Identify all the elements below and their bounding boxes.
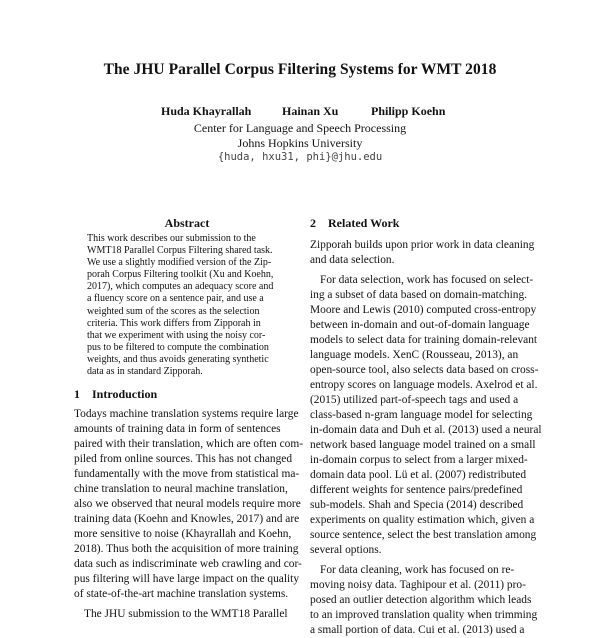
- text-line: data as in standard Zipporah.: [87, 366, 203, 378]
- text-line: amounts of training data in form of sentences: [74, 423, 281, 435]
- section-title: Related Work: [328, 216, 400, 230]
- text-line: 2017), which computes an adequacy score and: [87, 281, 274, 293]
- text-line: class-based n-gram language model for selecting: [310, 409, 533, 421]
- section-heading-related-work: [310, 216, 399, 231]
- text-line: language models. XenC (Rousseau, 2013), an: [310, 349, 519, 361]
- text-line: more sensitive to noise (Khayrallah and Koehn,: [74, 528, 292, 540]
- text-line: ing a subset of data based on domain-matching.: [310, 289, 528, 301]
- text-line: chine translation to neural machine translation,: [74, 483, 288, 495]
- text-line: network based language model trained on a small: [310, 439, 536, 451]
- author-name: Hainan Xu: [282, 104, 339, 118]
- text-line: pus filtering will have large impact on the quality: [74, 573, 300, 585]
- text-line: models to select data for training domain-relevant: [310, 334, 538, 346]
- author-email: {huda, hxu31, phi}@jhu.edu: [217, 151, 383, 163]
- text-line: Zipporah builds upon prior work in data cleaning: [310, 239, 535, 251]
- text-line: experiments on quality estimation which, given a: [310, 514, 535, 526]
- text-line: 2018). Thus both the acquisition of more training: [74, 543, 299, 555]
- text-line: Todays machine translation systems require large: [74, 408, 299, 420]
- section-title: Introduction: [92, 387, 158, 401]
- text-line: sub-models. Shah and Specia (2014) described: [310, 499, 524, 511]
- section-number: 1: [74, 387, 80, 401]
- text-line: piled from online sources. This has not changed: [74, 453, 293, 465]
- text-line: We use a slightly modified version of the Zip-: [87, 257, 272, 269]
- author-name: Philipp Koehn: [371, 104, 446, 118]
- text-line: (2015) utilized part-of-speech tags and used a: [310, 394, 519, 406]
- text-line: open-source tool, also selects data based on cross-: [310, 364, 539, 376]
- text-line: also we observed that neural models require more: [74, 498, 301, 510]
- text-line: and data selection.: [310, 254, 395, 266]
- paper-title: The JHU Parallel Corpus Filtering Systems for WMT 2018: [103, 61, 497, 78]
- text-line: This work describes our submission to the: [87, 233, 256, 244]
- section-number: 2: [310, 216, 316, 230]
- text-line: source sentence, select the best translation among: [310, 529, 537, 541]
- text-line: paired with their translation, which are often com-: [74, 438, 303, 450]
- text-line: weights, and thus avoids generating synthetic: [87, 353, 269, 365]
- text-line: data such as indiscriminate web crawling and cor-: [74, 558, 302, 570]
- text-line: weighted sum of the scores as the selection: [87, 305, 260, 317]
- text-line: between in-domain and out-of-domain language: [310, 319, 530, 331]
- text-line: that we experiment with using the noisy cor-: [87, 329, 266, 341]
- text-line: different weights for sentence pairs/predefined: [310, 484, 523, 496]
- text-line: several options.: [310, 544, 382, 556]
- affiliation-line: Center for Language and Speech Processing: [193, 121, 407, 135]
- related-work-body: [310, 238, 542, 638]
- text-line: a small portion of data. Cui et al. (2013) used a: [310, 624, 525, 636]
- author-list: [0, 104, 600, 122]
- text-line: domain data pool. Lü et al. (2007) redistributed: [310, 469, 527, 481]
- text-line: moving noisy data. Taghipour et al. (2011) pro-: [310, 579, 526, 591]
- section-heading-introduction: [74, 387, 157, 402]
- text-line: pus to be filtered to compute the combination: [87, 341, 269, 353]
- text-line: in-domain data and Duh et al. (2013) used a neural: [310, 424, 542, 436]
- text-line: The JHU submission to the WMT18 Parallel: [84, 608, 288, 620]
- author-name: Huda Khayrallah: [161, 104, 252, 118]
- abstract-heading: Abstract: [164, 216, 210, 230]
- text-line: WMT18 Parallel Corpus Filtering shared task.: [87, 245, 273, 257]
- text-line: For data selection, work has focused on select-: [320, 274, 534, 286]
- introduction-body: [74, 407, 303, 622]
- text-line: a fluency score on a sentence pair, and use a: [87, 293, 264, 305]
- abstract-body: [87, 233, 286, 378]
- text-line: fundamentally with the move from statistical ma-: [74, 468, 300, 480]
- text-line: in-domain corpus to select from a larger mixed-: [310, 454, 528, 466]
- text-line: posed an outlier detection algorithm which leads: [310, 594, 532, 606]
- text-line: training data (Koehn and Knowles, 2017) and are: [74, 513, 300, 525]
- text-line: porah Corpus Filtering toolkit (Xu and Koehn,: [87, 269, 274, 281]
- text-line: entropy scores on language models. Axelrod et al.: [310, 379, 538, 391]
- affiliation-line: Johns Hopkins University: [237, 136, 363, 150]
- text-line: Moore and Lewis (2010) computed cross-entropy: [310, 304, 537, 316]
- text-line: For data cleaning, work has focused on re-: [320, 564, 515, 576]
- text-line: criteria. This work differs from Zipporah in: [87, 317, 261, 329]
- text-line: to an improved translation quality when trimming: [310, 609, 538, 621]
- text-line: of state-of-the-art machine translation systems.: [74, 588, 289, 600]
